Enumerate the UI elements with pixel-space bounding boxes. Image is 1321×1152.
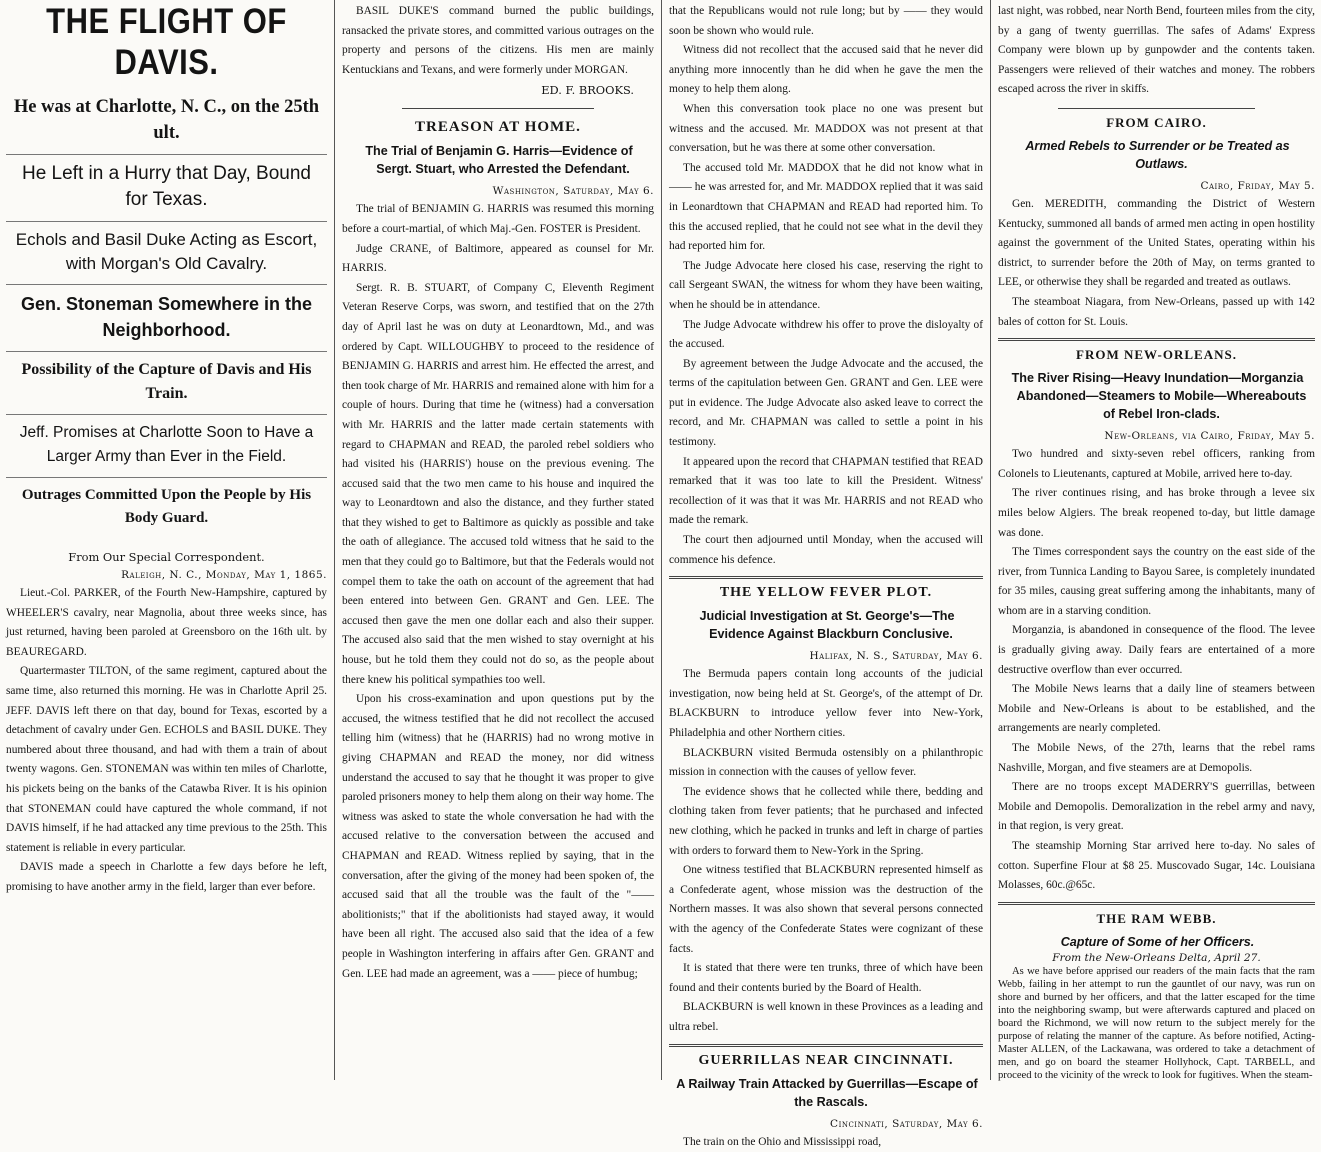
divider: [998, 338, 1315, 341]
dateline: Washington, Saturday, May 6.: [342, 182, 654, 200]
paragraph: Morganzia, is abandoned in consequence of the flood. The levee is gradually giving away. Daily fears are entertained of a more destructive overflow than ever occurred.: [998, 621, 1315, 680]
deck-5: Possibility of the Capture of Davis and His Train.: [6, 352, 327, 415]
paragraph: The Times correspondent says the country on the east side of the river, from Tunnica Landing to Bayou Saree, is completely inundated for 35 miles, causing great suffering among the inhabitants, many of whom are in a starving condition.: [998, 543, 1315, 621]
column-rule: [661, 0, 662, 1080]
paragraph: The Mobile News, of the 27th, learns that the rebel rams Nashville, Morgan, and five steamers are at Demopolis.: [998, 739, 1315, 778]
section-head: TREASON AT HOME.: [342, 119, 654, 136]
divider: [669, 576, 983, 579]
dateline: Halifax, N. S., Saturday, May 6.: [669, 647, 983, 665]
source-line: From Our Special Correspondent.: [6, 548, 327, 566]
divider: [1058, 108, 1255, 109]
paragraph: The court then adjourned until Monday, when the accused will commence his defence.: [669, 531, 983, 570]
column-2: [336, 0, 660, 1080]
paragraph: Witness did not recollect that the accused said that he never did anything more innocently than he did when he gave the men the money to help them along.: [669, 41, 983, 100]
section-subhead: The Trial of Benjamin G. Harris—Evidence of Sergt. Stuart, who Arrested the Defendant.: [356, 142, 650, 178]
paragraph: Upon his cross-examination and upon questions put by the accused, the witness testified that he did not recollect the accused telling him (witness) that he (HARRIS) had no wrong motive in giving CHAPMAN and READ the money, nor did witness understand the accused to say that he thought it was proper to give paroled prisoners money to help them along on their way home. The witness was asked to state the whole conversation he had with the accused relative to the conversation between the accused and CHAPMAN and READ. Witness replied by saying, that in the conversation, after the giving of the money had been spoken of, the accused said that all the trouble was the fault of the "—— abolitionists;" that if the abolitionists had stayed away, it would have been all right. The accused also said that the idea of a few people in Washington interfering in affairs after Gen. GRANT and Gen. LEE had made an agreement, was a —— piece of humbug;: [342, 690, 654, 984]
paragraph: BLACKBURN visited Bermuda ostensibly on a philanthropic mission in connection with the causes of yellow fever.: [669, 744, 983, 783]
divider: [402, 108, 594, 109]
deck-6: Jeff. Promises at Charlotte Soon to Have a Larger Army than Ever in the Field.: [6, 415, 327, 478]
headline: THE FLIGHT OF DAVIS.: [6, 1, 327, 84]
paragraph: The trial of BENJAMIN G. HARRIS was resumed this morning before a court-martial, of which Maj.-Gen. FOSTER is President.: [342, 200, 654, 239]
paragraph: By agreement between the Judge Advocate and the accused, the terms of the capitulation between Gen. GRANT and Gen. LEE were put in evidence. The Judge Advocate also asked leave to correct the record, and Mr. CHAPMAN was called to settle a point in his testimony.: [669, 355, 983, 453]
section-subhead: A Railway Train Attacked by Guerrillas—Escape of the Rascals.: [683, 1075, 979, 1111]
section-head: GUERRILLAS NEAR CINCINNATI.: [669, 1053, 983, 1069]
column-1: [0, 0, 333, 1080]
dateline: Cincinnati, Saturday, May 6.: [669, 1115, 983, 1133]
paragraph: DAVIS made a speech in Charlotte a few days before he left, promising to have another army in the field, larger than ever before.: [6, 858, 327, 897]
deck-7: Outrages Committed Upon the People by His Body Guard.: [6, 478, 327, 538]
section-head: THE YELLOW FEVER PLOT.: [669, 585, 983, 601]
column-4: [992, 0, 1321, 1080]
dateline: Raleigh, N. C., Monday, May 1, 1865.: [6, 566, 327, 584]
column-3: [663, 0, 989, 1080]
paragraph: Lieut.-Col. PARKER, of the Fourth New-Hampshire, captured by WHEELER'S cavalry, near Magnolia, about three weeks since, has just returned, having been paroled at Greensboro on the 16th ult. by BEAUREGARD.: [6, 584, 327, 662]
section-subhead: Armed Rebels to Surrender or be Treated as Outlaws.: [1012, 137, 1311, 173]
paragraph: The steamboat Niagara, from New-Orleans, passed up with 142 bales of cotton for St. Louis.: [998, 293, 1315, 332]
divider: [669, 1044, 983, 1047]
paragraph: Sergt. R. B. STUART, of Company C, Eleventh Regiment Veteran Reserve Corps, was sworn, and testified that on the 27th day of April last he was on duty at Leonardtown, Md., and was ordered by Capt. WILLOUGHBY to proceed to the residence of BENJAMIN G. HARRIS and arrest him. He effected the arrest, and then took charge of Mr. HARRIS and remained alone with him for a couple of hours. During that time he (witness) had a conversation with Mr. HARRIS and the latter made certain statements with regard to CHAPMAN and READ, the paroled rebel soldiers who had visited his (HARRIS') house on the previous evening. The accused said that the two men came to his house and inquired the way to Leonardtown and also the distance, and they further stated that they wished to get to Baltimore as quickly as possible and take the oath of allegiance. The accused told witness that he said to the men that they could go to Baltimore, but that the Federals would not compel them to take the oath on account of the agreement that had been entered into between Gen. GRANT and Gen. LEE. The accused then gave the men one dollar each and also their supper. The accused also said that the men wished to stay overnight at his house, but he told them they could not do so, as the people about there knew his political sympathies too well.: [342, 279, 654, 690]
paragraph: The steamship Morning Star arrived here to-day. No sales of cotton. Superfine Flour at $8 25. Muscovado Sugar, 14c. Louisiana Molasses, 60c.@65c.: [998, 837, 1315, 896]
column-rule: [334, 0, 335, 1080]
dateline: New-Orleans, via Cairo, Friday, May 5.: [998, 427, 1315, 445]
paragraph: that the Republicans would not rule long; but by —— they would soon be shown who would rule.: [669, 2, 983, 41]
section-subhead: The River Rising—Heavy Inundation—Morganzia Abandoned—Steamers to Mobile—Whereabouts of Rebel Iron-clads.: [1012, 369, 1311, 423]
paragraph: Gen. MEREDITH, commanding the District of Western Kentucky, summoned all bands of armed men acting in open hostility against the government of the United States, operating within his district, to surrender before the 20th of May, on terms granted to LEE, or otherwise they shall be regarded and treated as outlaws.: [998, 195, 1315, 293]
paragraph: The Mobile News learns that a daily line of steamers between Mobile and New-Orleans is about to be established, and the arrangements are nearly completed.: [998, 680, 1315, 739]
paragraph: The train on the Ohio and Mississippi road,: [669, 1133, 983, 1152]
section-subhead: Capture of Some of her Officers.: [1012, 933, 1311, 951]
paragraph: Judge CRANE, of Baltimore, appeared as counsel for Mr. HARRIS.: [342, 240, 654, 279]
paragraph: The Judge Advocate here closed his case, reserving the right to call Sergeant SWAN, the witness for whom they have been waiting, when he should be in attendance.: [669, 257, 983, 316]
section-subhead: Judicial Investigation at St. George's—The Evidence Against Blackburn Conclusive.: [683, 607, 979, 643]
paragraph: One witness testified that BLACKBURN represented himself as a Confederate agent, whose mission was the destruction of the Northern masses. It was also shown that several persons connected with the agency of the Confederate States were cognizant of these facts.: [669, 861, 983, 959]
paragraph: The accused told Mr. MADDOX that he did not know what in —— he was arrested for, and Mr. MADDOX replied that it was said in Leonardtown that CHAPMAN and READ had reported him. To this the accused replied, that he could not see what in the devil they had reported him for.: [669, 159, 983, 257]
paragraph: last night, was robbed, near North Bend, fourteen miles from the city, by a gang of twenty guerrillas. The safes of Adams' Express Company were blown up by gunpowder and the contents taken. Passengers were relieved of their watches and money. The robbers escaped across the river in skiffs.: [998, 2, 1315, 100]
deck-3: Echols and Basil Duke Acting as Escort, with Morgan's Old Cavalry.: [6, 222, 327, 285]
deck-1: He was at Charlotte, N. C., on the 25th ult.: [6, 88, 327, 155]
paragraph: It is stated that there were ten trunks, three of which have been found and their contents buried by the Board of Health.: [669, 959, 983, 998]
dateline: Cairo, Friday, May 5.: [998, 177, 1315, 195]
paragraph: BLACKBURN is well known in these Provinces as a leading and ultra rebel.: [669, 998, 983, 1037]
paragraph: The river continues rising, and has broke through a levee six miles below Algiers. The break reopened to-day, but little damage was done.: [998, 484, 1315, 543]
signature: ED. F. BROOKS.: [342, 80, 654, 100]
deck-4: Gen. Stoneman Somewhere in the Neighborhood.: [6, 285, 327, 352]
paragraph: There are no troops except MADERRY'S guerrillas, between Mobile and Demopolis. Demoralization in the rebel army and navy, in that region, is very great.: [998, 778, 1315, 837]
section-head: THE RAM WEBB.: [998, 911, 1315, 927]
paragraph: BASIL DUKE'S command burned the public buildings, ransacked the private stores, and committed various outrages on the property and persons of the citizens. His men are mainly Kentuckians and Texans, and were formerly under MORGAN.: [342, 2, 654, 80]
paragraph: Two hundred and sixty-seven rebel officers, ranking from Colonels to Lieutenants, captured at Mobile, arrived here to-day.: [998, 445, 1315, 484]
section-head: FROM NEW-ORLEANS.: [998, 347, 1315, 363]
column-rule: [990, 0, 991, 1080]
paragraph: The Judge Advocate withdrew his offer to prove the disloyalty of the accused.: [669, 316, 983, 355]
paragraph: The Bermuda papers contain long accounts of the judicial investigation, now being held at St. George's, of the attempt of Dr. BLACKBURN to introduce yellow fever into New-York, Philadelphia and other Northern cities.: [669, 665, 983, 743]
divider: [998, 902, 1315, 905]
section-head: FROM CAIRO.: [998, 115, 1315, 131]
source-line: From the New-Orleans Delta, April 27.: [998, 951, 1315, 965]
paragraph: Quartermaster TILTON, of the same regiment, captured about the same time, also returned this morning. He was in Charlotte April 25. JEFF. DAVIS left there on that day, bound for Texas, escorted by a detachment of cavalry under Gen. ECHOLS and BASIL DUKE. They numbered about three thousand, and had with them a train of about twenty wagons. Gen. STONEMAN was within ten miles of Charlotte, his pickets being on the banks of the Catawba River. It is his opinion that STONEMAN could have captured the whole command, if not DAVIS himself, if he had attacked any time previous to the 25th. This statement is reliable in every particular.: [6, 662, 327, 858]
paragraph: It appeared upon the record that CHAPMAN testified that READ remarked that it was too late to kill the President. Witness' recollection of it was that it was Mr. HARRIS and not READ who made the remark.: [669, 453, 983, 531]
deck-2: He Left in a Hurry that Day, Bound for Texas.: [6, 155, 327, 222]
paragraph: When this conversation took place no one was present but witness and the accused. Mr. MADDOX was not present at that conversation, but he was there at some other conversation.: [669, 100, 983, 159]
paragraph: The evidence shows that he collected while there, bedding and clothing taken from fever patients; that he purchased and infected new clothing, which he packed in trunks and left in charge of parties with orders to forward them to New-York in the Spring.: [669, 783, 983, 861]
paragraph: As we have before apprised our readers of the main facts that the ram Webb, failing in her attempt to run the gauntlet of our navy, was run on shore and burned by her officers, and that the latter escaped for the time into the neighboring swamp, but were afterwards captured and placed on board the Richmond, we will now return to the subject merely for the purpose of relating the manner of the capture. As before notified, Acting-Master ALLEN, of the Lackawana, was ordered to take a detachment of men, and go on board the steamer Hollyhock, Capt. TARBELL, and proceed to the vicinity of the wreck to look for fugitives. When the steam-: [998, 965, 1315, 1082]
